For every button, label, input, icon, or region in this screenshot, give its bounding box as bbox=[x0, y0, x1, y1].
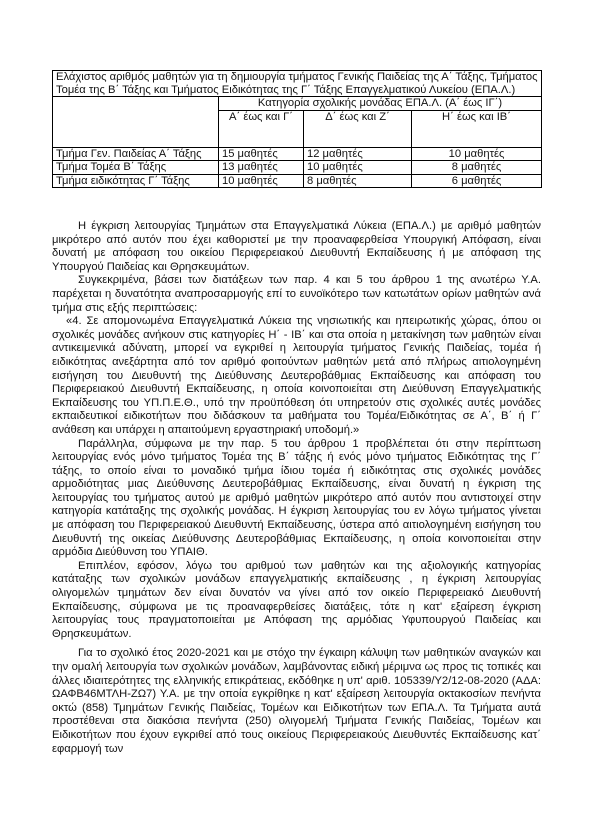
row-label: Τμήμα ειδικότητας Γ΄ Τάξης bbox=[53, 174, 219, 188]
table-cell: 15 μαθητές bbox=[219, 147, 304, 161]
column-header-h-ib: Η΄ έως και ΙΒ΄ bbox=[412, 110, 542, 147]
table-cell: 10 μαθητές bbox=[304, 161, 412, 175]
table-cell: 6 μαθητές bbox=[412, 174, 542, 188]
table-row bbox=[53, 161, 542, 175]
column-header-d-z: Δ΄ έως και Ζ΄ bbox=[304, 110, 412, 147]
paragraph-quote-par4: «4. Σε απομονωμένα Επαγγελματικά Λύκεια της νησιωτικής και ηπειρωτικής χώρας, όπου οι σχολικές μονάδες ανήκουν στις κατηγορίες Η΄ - ΙΒ΄ και στα οποία η μετακίνηση των μαθητών είναι αντικειμενικά αδύνατη, μπορεί να εγκριθεί η λειτουργία τμήματος Γενικής Παιδείας, τομέα ή ειδικότητας ανεξάρτητα από τον αριθμό φοιτούντων μαθητών μετά από πλήρως αιτιολογημένη εισήγηση του Διευθυντή της Διεύθυνσης Δευτεροβάθμιας Εκπαίδευσης και απόφαση του Περιφερειακού Διευθυντή Εκπαίδευσης, η οποία κοινοποιείται στη Διεύθυνση Επαγγελματικής Εκπαίδευσης του ΥΠ.Π.Ε.Θ., υπό την προϋπόθεση ότι υπηρετούν στις σχολικές αυτές μονάδες εκπαιδευτικοί ειδικοτήτων που διδάσκουν τα μαθήματα του Τομέα/Ειδικότητας σε Α΄, Β΄ ή Γ΄ ανάθεση και υπάρχει η απαιτούμενη εργαστηριακή υποδομή.» bbox=[52, 315, 541, 436]
table-cell: 8 μαθητές bbox=[304, 174, 412, 188]
table-cell: 10 μαθητές bbox=[412, 147, 542, 161]
table-title-row bbox=[53, 71, 542, 97]
table-cell: 13 μαθητές bbox=[219, 161, 304, 175]
paragraph-furthermore: Επιπλέον, εφόσον, λόγω του αριθμού των μαθητών και της αξιολογικής κατηγορίας κατάταξης των σχολικών μονάδων επαγγελματικής εκπαίδευσης , η έγκριση λειτουργίας ολιγομελών τμημάτων δεν είναι δυνατόν να γίνει από τον οικείο Περιφερειακό Διευθυντή Εκπαίδευσης, σύμφωνα με τις προαναφερθείσες διατάξεις, τότε η κατ' εξαίρεση έγκριση λειτουργίας τους πραγματοποιείται με Απόφαση της αρμόδιας Υφυπουργού Παιδείας και Θρησκευμάτων. bbox=[52, 559, 541, 640]
table-corner-cell bbox=[53, 97, 219, 148]
row-label: Τμήμα Γεν. Παιδείας Α΄ Τάξης bbox=[53, 147, 219, 161]
table-cell: 8 μαθητές bbox=[412, 161, 542, 175]
table-cell: 12 μαθητές bbox=[304, 147, 412, 161]
table-category-header: Κατηγορία σχολικής μονάδας ΕΠΑ.Λ. (Α΄ έως ΙΓ΄) bbox=[219, 97, 542, 111]
column-header-a-g: Α΄ έως και Γ΄ bbox=[219, 110, 304, 147]
minimum-students-table bbox=[52, 70, 542, 188]
paragraph-approval-rules: Η έγκριση λειτουργίας Τμημάτων στα Επαγγελματικά Λύκεια (ΕΠΑ.Λ.) με αριθμό μαθητών μικρότερο από αυτόν που έχει καθοριστεί με την προαναφερθείσα Υπουργική Απόφαση, είναι δυνατή με απόφαση του οικείου Περιφερειακού Διευθυντή Εκπαίδευσης ή με απόφαση της Υπουργού Παιδείας και Θρησκευμάτων. bbox=[52, 220, 541, 273]
table-row bbox=[53, 147, 542, 161]
row-label: Τμήμα Τομέα Β΄ Τάξης bbox=[53, 161, 219, 175]
table-row bbox=[53, 174, 542, 188]
table-cell: 10 μαθητές bbox=[219, 174, 304, 188]
table-category-row bbox=[53, 97, 542, 111]
paragraph-specifically: Συγκεκριμένα, βάσει των διατάξεων των παρ. 4 και 5 του άρθρου 1 της ανωτέρω Υ.Α. παρέχεται η δυνατότητα αναπροσαρμογής επί το ευνοϊκότερο των κατωτάτων ορίων μαθητών ανά τμήμα στις εξής περιπτώσεις: bbox=[52, 274, 541, 314]
paragraph-school-year: Για το σχολικό έτος 2020-2021 και με στόχο την έγκαιρη κάλυψη των μαθητικών αναγκών και την ομαλή λειτουργία των σχολικών μονάδων, λαμβάνοντας ειδική μέριμνα ως προς τις τοπικές και άλλες ιδιαιτερότητες της ελληνικής επικράτειας, εκδόθηκε η υπ' αριθ. 105339/Υ2/12-08-2020 (ΑΔΑ: ΩΑΦΒ46ΜΤΛΗ-ΖΩ7) Υ.Α. με την οποία εγκρίθηκε η κατ' εξαίρεση λειτουργία οκτακοσίων πενήντα οκτώ (858) Τμημάτων Γενικής Παιδείας, Τομέων και Ειδικοτήτων των ΕΠΑ.Λ. Τα Τμήματα αυτά προστέθεναι στα διακόσια πενήντα (250) ολιγομελή Τμήματα Γενικής Παιδείας, Τομέων και Ειδικοτήτων που έχουν εγκριθεί από τους οικείους Περιφερειακούς Διευθυντές Εκπαίδευσης κατ΄ εφαρμογή των bbox=[52, 647, 541, 755]
document-body bbox=[52, 220, 541, 756]
paragraph-par5: Παράλληλα, σύμφωνα με την παρ. 5 του άρθρου 1 προβλέπεται ότι στην περίπτωση λειτουργίας ενός μόνο τμήματος Τομέα της Β΄ τάξης ή ενός μόνο τμήματος Ειδικότητας της Γ΄ τάξης, το οποίο είναι το μοναδικό τμήμα ίδιου τομέα ή ειδικότητας στις σχολικές μονάδες αρμοδιότητας μιας Διεύθυνσης Δευτεροβάθμιας Εκπαίδευσης, είναι δυνατή η έγκριση της λειτουργίας του τμήματος αυτού με αριθμό μαθητών μικρότερο από αυτόν που αντιστοιχεί στην κατηγορία κατάταξης της σχολικής μονάδας. Η έγκριση λειτουργίας του εν λόγω τμήματος γίνεται με απόφαση του Περιφερειακού Διευθυντή Εκπαίδευσης, ύστερα από αιτιολογημένη εισήγηση του Διευθυντή της οικείας Διεύθυνσης Δευτεροβάθμιας Εκπαίδευσης, η οποία κοινοποιείται στην αρμόδια Διεύθυνση του ΥΠΑΙΘ. bbox=[52, 437, 541, 559]
table-title: Ελάχιστος αριθμός μαθητών για τη δημιουργία τμήματος Γενικής Παιδείας της Α΄ Τάξης, Τμήματος Τομέα της Β΄ Τάξης και Τμήματος Ειδικότητας της Γ΄ Τάξης Επαγγελματικού Λυκείου (ΕΠΑ.Λ.) bbox=[53, 71, 542, 97]
